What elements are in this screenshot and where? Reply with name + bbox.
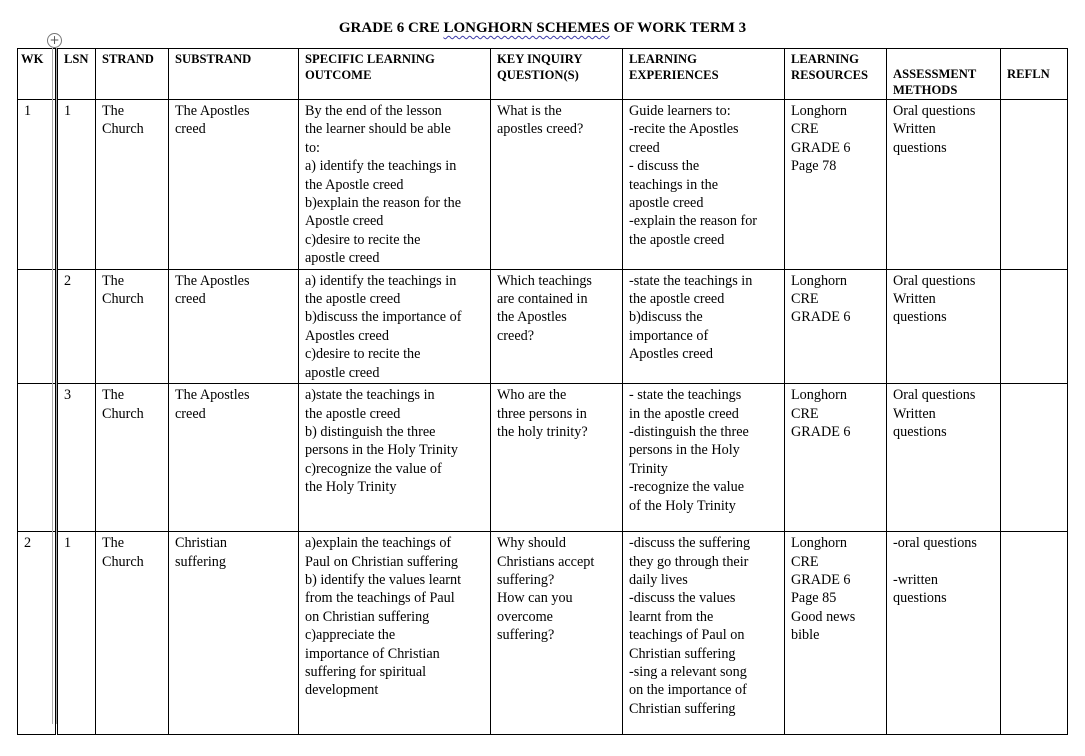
cell-wk: 2 <box>18 532 57 735</box>
cell-line: Why should <box>497 535 566 552</box>
cell-line: a) identify the teachings in <box>305 272 457 289</box>
cell-line: questions <box>893 423 947 440</box>
cell-line: What is the <box>497 103 562 119</box>
cell-experiences <box>623 532 785 735</box>
cell-line: Paul on Christian suffering <box>305 553 459 570</box>
cell-line: The Apostles <box>175 103 250 119</box>
cell-assessment <box>887 384 1001 532</box>
header-outcome: SPECIFIC LEARNING OUTCOME <box>299 49 491 100</box>
cell-line: Longhorn <box>791 387 847 404</box>
cell-line: Oral questions <box>893 387 976 404</box>
cell-lsn: 1 <box>57 100 96 270</box>
cell-line: GRADE 6 <box>791 139 851 156</box>
cell-line: CRE <box>791 553 819 570</box>
cell-line: c)desire to recite the <box>305 231 421 248</box>
cell-line: creed <box>175 291 206 308</box>
cell-line: questions <box>893 309 947 326</box>
cell-line: - discuss the <box>629 158 700 175</box>
cell-line: importance of <box>629 327 709 344</box>
cell-line: suffering? <box>497 571 555 588</box>
cell-line: b)explain the reason for the <box>305 195 462 212</box>
cell-outcome <box>299 384 491 532</box>
header-assessment: ASSESSMENT METHODS <box>887 49 1001 100</box>
cell-line: persons in the Holy <box>629 442 740 459</box>
cell-line: in the apostle creed <box>629 405 739 422</box>
cell-inquiry <box>491 532 623 735</box>
cell-line: Trinity <box>629 460 668 477</box>
cell-line: apostles creed? <box>497 121 584 138</box>
cell-line: Guide learners to: <box>629 103 731 119</box>
cell-line: Apostles creed <box>629 346 713 363</box>
cell-line: Oral questions <box>893 103 976 119</box>
cell-line: Church <box>102 405 144 422</box>
cell-assessment <box>887 269 1001 383</box>
cell-line: suffering? <box>497 627 555 644</box>
cell-line: the apostle creed <box>305 405 401 422</box>
table-row <box>18 100 1068 270</box>
cell-line: The Apostles <box>175 272 250 289</box>
header-strand: STRAND <box>96 49 169 100</box>
cell-line: -recognize the value <box>629 479 745 496</box>
cell-line: c)appreciate the <box>305 627 396 644</box>
cell-line: b) identify the values learnt <box>305 571 462 588</box>
cell-line: Longhorn <box>791 103 847 119</box>
cell-wk: 1 <box>18 100 57 270</box>
cell-line: The <box>102 387 125 404</box>
cell-line: are contained in <box>497 291 588 308</box>
cell-line: the apostle creed <box>629 291 725 308</box>
cell-strand <box>96 100 169 270</box>
cell-line: How can you <box>497 590 573 607</box>
cell-assessment <box>887 100 1001 270</box>
cell-line: -distinguish the three <box>629 423 749 440</box>
cell-line: The <box>102 272 125 289</box>
cell-line: Written <box>893 291 936 308</box>
cell-line: teachings in the <box>629 176 719 193</box>
cell-line: Longhorn <box>791 272 847 289</box>
cell-refln <box>1001 532 1068 735</box>
header-experiences: LEARNING EXPERIENCES <box>623 49 785 100</box>
cell-line: a)explain the teachings of <box>305 535 452 552</box>
cell-line: GRADE 6 <box>791 571 851 588</box>
cell-line: three persons in <box>497 405 587 422</box>
cell-line: Good news <box>791 608 856 625</box>
cell-refln <box>1001 269 1068 383</box>
cell-line: bible <box>791 627 820 644</box>
cell-lsn: 1 <box>57 532 96 735</box>
cell-line: The Apostles <box>175 387 250 404</box>
cell-line: the apostle creed <box>629 231 725 248</box>
cell-line: Church <box>102 121 144 138</box>
cell-experiences <box>623 384 785 532</box>
cell-line: GRADE 6 <box>791 309 851 326</box>
cell-line: b)discuss the <box>629 309 703 326</box>
cell-line: -oral questions <box>893 535 977 552</box>
cell-line: c)desire to recite the <box>305 346 421 363</box>
document-title: GRADE 6 CRE LONGHORN SCHEMES OF WORK TERM 3 <box>338 20 747 36</box>
cell-line: to: <box>305 139 320 156</box>
cell-refln <box>1001 100 1068 270</box>
cell-outcome <box>299 269 491 383</box>
cell-line: -discuss the suffering <box>629 535 751 552</box>
cell-resources <box>785 100 887 270</box>
cell-inquiry <box>491 269 623 383</box>
cell-line: Oral questions <box>893 272 976 289</box>
cell-line: Apostles creed <box>305 327 389 344</box>
cell-line: a)state the teachings in <box>305 387 435 404</box>
cell-substrand <box>169 100 299 270</box>
table-row <box>18 269 1068 383</box>
cell-line: Apostle creed <box>305 213 384 230</box>
cell-line: Longhorn <box>791 535 847 552</box>
cell-line: Church <box>102 291 144 308</box>
cell-line: -explain the reason for <box>629 213 758 230</box>
cell-refln <box>1001 384 1068 532</box>
cell-line: daily lives <box>629 571 688 588</box>
cell-strand <box>96 384 169 532</box>
cell-line: suffering <box>175 553 226 570</box>
cell-line: of the Holy Trinity <box>629 497 736 514</box>
cell-line: c)recognize the value of <box>305 460 442 477</box>
cell-strand <box>96 269 169 383</box>
table-move-handle-icon[interactable]: + <box>47 33 62 48</box>
cell-line: Page 85 <box>791 590 837 607</box>
header-inquiry: KEY INQUIRY QUESTION(S) <box>491 49 623 100</box>
cell-experiences <box>623 269 785 383</box>
table-row <box>18 532 1068 735</box>
header-wk: WK <box>18 49 57 100</box>
cell-line: creed <box>175 405 206 422</box>
cell-line: the Holy Trinity <box>305 479 397 496</box>
cell-outcome <box>299 100 491 270</box>
cell-wk <box>18 384 57 532</box>
cell-strand <box>96 532 169 735</box>
cell-substrand <box>169 532 299 735</box>
cell-line: a) identify the teachings in <box>305 158 457 175</box>
schemes-table <box>17 48 1068 735</box>
cell-line: Who are the <box>497 387 567 404</box>
cell-line: -state the teachings in <box>629 272 753 289</box>
cell-substrand <box>169 384 299 532</box>
cell-line: CRE <box>791 291 819 308</box>
cell-line: on Christian suffering <box>305 608 430 625</box>
cell-line: - state the teachings <box>629 387 742 404</box>
cell-line: teachings of Paul on <box>629 627 745 644</box>
cell-line: CRE <box>791 121 819 138</box>
cell-inquiry <box>491 100 623 270</box>
cell-lsn: 2 <box>57 269 96 383</box>
cell-resources <box>785 384 887 532</box>
cell-outcome <box>299 532 491 735</box>
cell-line: they go through their <box>629 553 749 570</box>
cell-line: The <box>102 535 125 552</box>
header-substrand: SUBSTRAND <box>169 49 299 100</box>
cell-line: Christian suffering <box>629 700 736 717</box>
cell-resources <box>785 532 887 735</box>
cell-line: creed <box>629 139 660 156</box>
cell-line: Church <box>102 553 144 570</box>
table-row <box>18 384 1068 532</box>
cell-line: The <box>102 103 125 119</box>
cell-line: b) distinguish the three <box>305 423 436 440</box>
cell-line: questions <box>893 139 947 156</box>
cell-line: creed <box>175 121 206 138</box>
cell-line: Christians accept <box>497 553 595 570</box>
cell-line: -sing a relevant song <box>629 663 747 680</box>
cell-line: -discuss the values <box>629 590 736 607</box>
cell-wk <box>18 269 57 383</box>
cell-line: importance of Christian <box>305 645 440 662</box>
cell-line: the apostle creed <box>305 291 401 308</box>
cell-line: Which teachings <box>497 272 592 289</box>
cell-line: persons in the Holy Trinity <box>305 442 458 459</box>
cell-experiences <box>623 100 785 270</box>
cell-line: apostle creed <box>629 195 704 212</box>
cell-line: the Apostle creed <box>305 176 404 193</box>
cell-line: creed? <box>497 327 535 344</box>
cell-substrand <box>169 269 299 383</box>
header-resources: LEARNING RESOURCES <box>785 49 887 100</box>
cell-line: By the end of the lesson <box>305 103 442 119</box>
cell-line: Christian <box>175 535 228 552</box>
cell-resources <box>785 269 887 383</box>
cell-line: the Apostles <box>497 309 567 326</box>
cell-line: from the teachings of Paul <box>305 590 455 607</box>
cell-inquiry <box>491 384 623 532</box>
cell-line: apostle creed <box>305 364 380 381</box>
cell-line <box>893 553 996 571</box>
cell-line: b)discuss the importance of <box>305 309 462 326</box>
cell-line: overcome <box>497 608 553 625</box>
table-resize-bar[interactable] <box>52 48 57 724</box>
cell-line: questions <box>893 590 947 607</box>
cell-line: GRADE 6 <box>791 423 851 440</box>
cell-line: development <box>305 682 379 699</box>
cell-line: CRE <box>791 405 819 422</box>
cell-line: apostle creed <box>305 250 380 267</box>
cell-assessment <box>887 532 1001 735</box>
cell-line: suffering for spiritual <box>305 663 427 680</box>
header-refln: REFLN <box>1001 49 1068 100</box>
cell-line: Page 78 <box>791 158 837 175</box>
header-lsn: LSN <box>57 49 96 100</box>
cell-line: -written <box>893 571 938 588</box>
cell-line: on the importance of <box>629 682 747 699</box>
cell-lsn: 3 <box>57 384 96 532</box>
cell-line: the holy trinity? <box>497 423 588 440</box>
cell-line: -recite the Apostles <box>629 121 739 138</box>
cell-line: Christian suffering <box>629 645 736 662</box>
cell-line: learnt from the <box>629 608 714 625</box>
cell-line: the learner should be able <box>305 121 451 138</box>
cell-line: Written <box>893 405 936 422</box>
cell-line: Written <box>893 121 936 138</box>
